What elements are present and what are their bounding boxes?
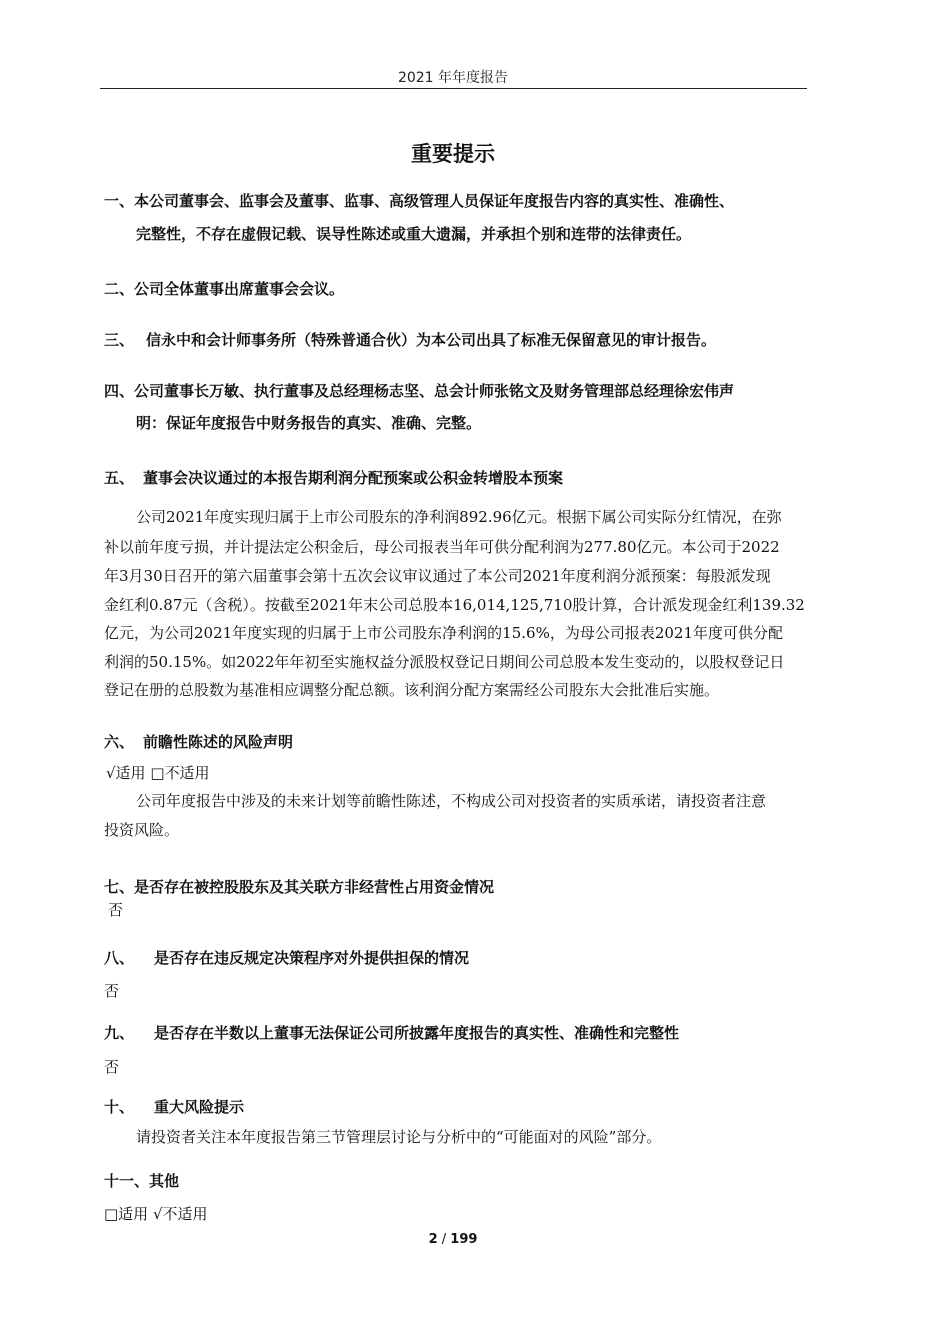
section-5-paragraph-line: 利润的50.15%。如2022年年初至实施权益分派股权登记日期间公司总股本发生变动的，以股权登记日 xyxy=(104,653,785,671)
total-pages: 199 xyxy=(450,1232,478,1247)
section-7-heading: 七、是否存在被控股股东及其关联方非经营性占用资金情况 xyxy=(104,878,495,896)
section-8-heading: 是否存在违反规定决策程序对外提供担保的情况 xyxy=(154,949,470,967)
section-9-heading: 是否存在半数以上董事无法保证公司所披露年度报告的真实性、准确性和完整性 xyxy=(154,1024,680,1042)
section-3-number: 三、 xyxy=(104,331,135,349)
section-10-heading: 重大风险提示 xyxy=(154,1098,245,1116)
section-10-paragraph: 请投资者关注本年度报告第三节管理层讨论与分析中的“可能面对的风险”部分。 xyxy=(136,1128,662,1146)
section-5-heading: 董事会决议通过的本报告期利润分配预案或公积金转增股本预案 xyxy=(143,469,564,487)
section-1-line-1: 一、本公司董事会、监事会及董事、监事、高级管理人员保证年度报告内容的真实性、准确性、 xyxy=(104,192,735,210)
section-5-paragraph-line: 登记在册的总股数为基准相应调整分配总额。该利润分配方案需经公司股东大会批准后实施。 xyxy=(104,681,720,699)
section-6-heading: 前瞻性陈述的风险声明 xyxy=(143,733,294,751)
section-7-answer: 否 xyxy=(108,901,124,919)
section-6-paragraph-line: 投资风险。 xyxy=(104,821,180,839)
section-6-number: 六、 xyxy=(104,733,135,751)
section-1-line-2: 完整性，不存在虚假记载、误导性陈述或重大遗漏，并承担个别和连带的法律责任。 xyxy=(136,225,692,243)
section-11-applicable: □适用 √不适用 xyxy=(104,1205,208,1223)
section-5-paragraph-line: 亿元，为公司2021年度实现的归属于上市公司股东净利润的15.6%，为母公司报表2021年度可供分配 xyxy=(104,624,784,642)
page-number xyxy=(0,1232,906,1247)
section-8-number: 八、 xyxy=(104,949,135,967)
section-5-paragraph-line: 年3月30日召开的第六届董事会第十五次会议审议通过了本公司2021年度利润分派预案：每股派发现 xyxy=(104,567,771,585)
section-5-paragraph-line: 补以前年度亏损，并计提法定公积金后，母公司报表当年可供分配利润为277.80亿元。本公司于2022 xyxy=(104,538,780,556)
section-8-answer: 否 xyxy=(104,982,120,1000)
running-header: 2021 年年度报告 xyxy=(397,70,509,86)
section-5-number: 五、 xyxy=(104,469,135,487)
section-10-number: 十、 xyxy=(104,1098,135,1116)
section-11-heading: 十一、其他 xyxy=(104,1172,180,1190)
section-6-paragraph-line: 公司年度报告中涉及的未来计划等前瞻性陈述，不构成公司对投资者的实质承诺，请投资者注意 xyxy=(136,792,767,810)
section-2: 二、公司全体董事出席董事会会议。 xyxy=(104,280,345,298)
section-5-paragraph-line: 公司2021年度实现归属于上市公司股东的净利润892.96亿元。根据下属公司实际分红情况，在弥 xyxy=(136,508,782,526)
page-separator: / xyxy=(437,1232,451,1247)
section-3-text: 信永中和会计师事务所（特殊普通合伙）为本公司出具了标准无保留意见的审计报告。 xyxy=(146,331,717,349)
section-4-line-1: 四、公司董事长万敏、执行董事及总经理杨志坚、总会计师张铭文及财务管理部总经理徐宏伟声 xyxy=(104,382,735,400)
section-6-applicable: √适用 □不适用 xyxy=(106,764,210,782)
header-rule xyxy=(100,88,807,89)
section-9-answer: 否 xyxy=(104,1058,120,1076)
section-4-line-2: 明：保证年度报告中财务报告的真实、准确、完整。 xyxy=(136,414,482,432)
page-title: 重要提示 xyxy=(411,142,495,166)
current-page: 2 xyxy=(428,1232,438,1247)
section-9-number: 九、 xyxy=(104,1024,135,1042)
section-5-paragraph-line: 金红利0.87元（含税）。按截至2021年末公司总股本16,014,125,710股计算，合计派发现金红利139.32 xyxy=(104,596,805,614)
